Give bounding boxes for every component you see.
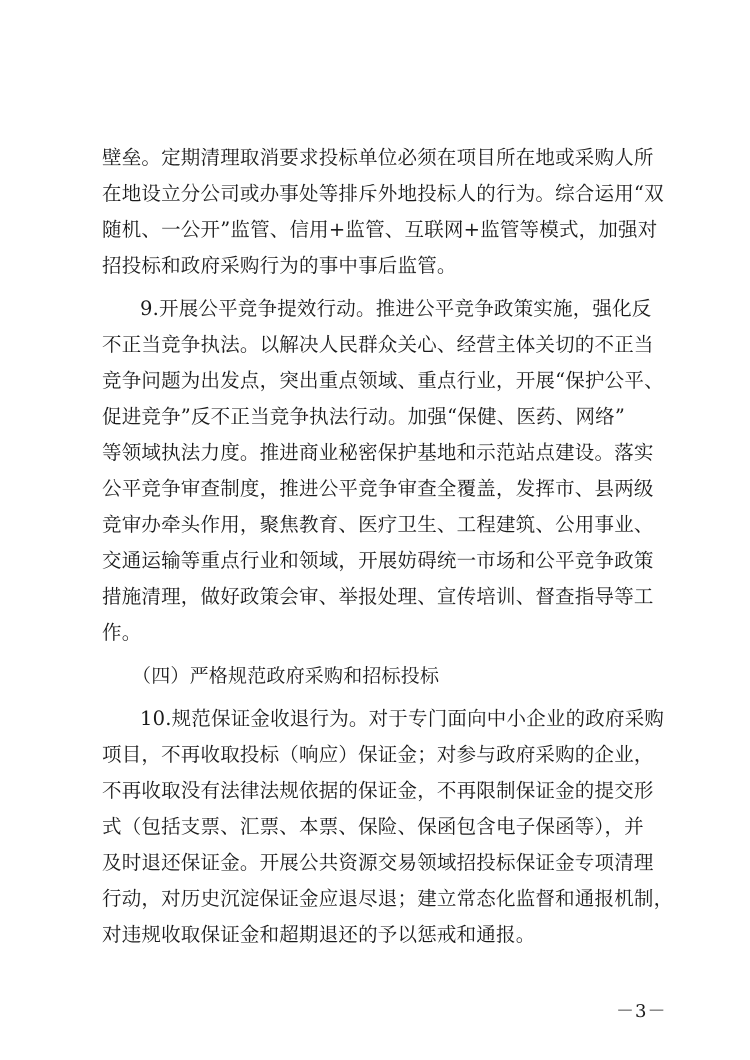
text-line: 招投标和政府采购行为的事中事后监管。 xyxy=(102,254,457,277)
text-line: 9.开展公平竞争提效行动。推进公平竞争政策实施，强化反 xyxy=(140,297,652,320)
paragraph-9 xyxy=(102,291,662,651)
text-line: 不再收取没有法律法规依据的保证金，不再限制保证金的提交形 xyxy=(102,779,654,802)
text-line: 作。 xyxy=(102,621,142,644)
text-line: 等领域执法力度。推进商业秘密保护基地和示范站点建设。落实 xyxy=(102,441,654,464)
text-line: 10.规范保证金收退行为。对于专门面向中小企业的政府采购 xyxy=(140,707,665,730)
text-line: 竞审办牵头作用，聚焦教育、医疗卫生、工程建筑、公用事业、 xyxy=(102,513,654,536)
text-line: 交通运输等重点行业和领域，开展妨碍统一市场和公平竞争政策 xyxy=(102,549,654,572)
text-line: 行动，对历史沉淀保证金应退尽退；建立常态化监督和通报机制， xyxy=(102,887,674,910)
text-line: 式（包括支票、汇票、本票、保险、保函包含电子保函等），并 xyxy=(102,815,644,838)
text-line: 促进竞争”反不正当竞争执法行动。加强“保健、医药、网络” xyxy=(102,405,626,428)
page-body xyxy=(102,140,674,953)
text-line: 对违规收取保证金和超期退还的予以惩戒和通报。 xyxy=(102,923,536,946)
text-line: 措施清理，做好政策会审、举报处理、宣传培训、督查指导等工 xyxy=(102,585,654,608)
text-line: 不正当竞争执法。以解决人民群众关心、经营主体关切的不正当 xyxy=(102,333,654,356)
text-line: 壁垒。定期清理取消要求投标单位必须在项目所在地或采购人所 xyxy=(102,146,654,169)
text-line: 及时退还保证金。开展公共资源交易领域招投标保证金专项清理 xyxy=(102,851,654,874)
section-heading: （四）严格规范政府采购和招标投标 xyxy=(132,665,440,687)
paragraph-10 xyxy=(102,701,674,953)
text-line: 项目，不再收取投标（响应）保证金；对参与政府采购的企业， xyxy=(102,743,654,766)
text-line: 随机、一公开”监管、信用+监管、互联网+监管等模式，加强对 xyxy=(102,218,658,241)
text-line: 在地设立分公司或办事处等排斥外地投标人的行为。综合运用“双 xyxy=(102,182,664,205)
text-line: 公平竞争审查制度，推进公平竞争审查全覆盖，发挥市、县两级 xyxy=(102,477,654,500)
text-line: 竞争问题为出发点，突出重点领域、重点行业，开展“保护公平、 xyxy=(102,369,664,392)
page-number: －3－ xyxy=(616,1001,667,1022)
paragraph-continuation xyxy=(102,140,662,284)
